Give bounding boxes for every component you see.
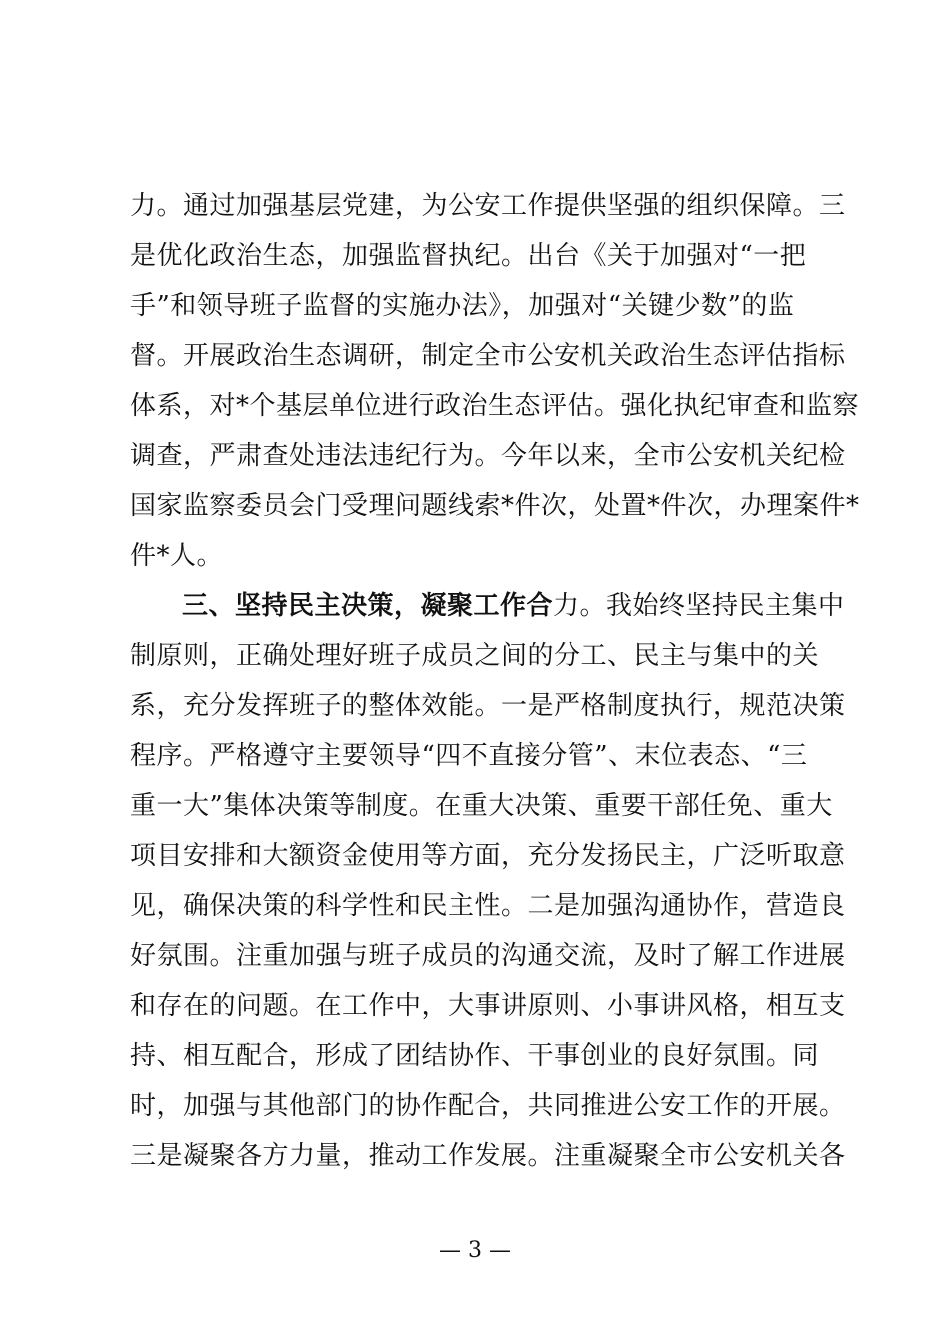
body-text-line: 系，充分发挥班子的整体效能。一是严格制度执行，规范决策	[130, 691, 846, 721]
body-text-line: 督。开展政治生态调研，制定全市公安机关政治生态评估指标	[130, 341, 846, 371]
body-text-line: 重一大”集体决策等制度。在重大决策、重要干部任免、重大	[130, 791, 833, 821]
body-text-line: 见，确保决策的科学性和民主性。二是加强沟通协作，营造良	[130, 891, 846, 921]
body-text-line: 制原则，正确处理好班子成员之间的分工、民主与集中的关	[130, 641, 820, 671]
body-text-line: 件*人。	[130, 541, 224, 571]
body-text-line: 时，加强与其他部门的协作配合，共同推进公安工作的开展。	[130, 1091, 846, 1121]
body-text-line: 项目安排和大额资金使用等方面，充分发扬民主，广泛听取意	[130, 841, 846, 871]
section-heading-line	[182, 586, 845, 626]
page-number: — 3 —	[439, 1238, 511, 1263]
body-text-line: 国家监察委员会门受理问题线索*件次，处置*件次，办理案件*	[130, 491, 860, 521]
section-heading-tail: 力。我始终坚持民主集中	[553, 591, 845, 621]
body-text-line: 力。通过加强基层党建，为公安工作提供坚强的组织保障。三	[130, 191, 846, 221]
body-text-line: 调查，严肃查处违法违纪行为。今年以来，全市公安机关纪检	[130, 441, 846, 471]
body-text-line: 三是凝聚各方力量，推动工作发展。注重凝聚全市公安机关各	[130, 1141, 846, 1171]
body-text-line: 和存在的问题。在工作中，大事讲原则、小事讲风格，相互支	[130, 991, 846, 1021]
section-heading: 三、坚持民主决策，凝聚工作合	[182, 591, 554, 621]
body-text-line: 体系，对*个基层单位进行政治生态评估。强化执纪审查和监察	[130, 391, 860, 421]
body-text-line: 是优化政治生态，加强监督执纪。出台《关于加强对“一把	[130, 241, 807, 271]
body-text-line: 持、相互配合，形成了团结协作、干事创业的良好氛围。同	[130, 1041, 820, 1071]
body-text-line: 好氛围。注重加强与班子成员的沟通交流，及时了解工作进展	[130, 941, 846, 971]
body-text-line: 手”和领导班子监督的实施办法》，加强对“关键少数”的监	[130, 291, 795, 321]
body-text-line: 程序。严格遵守主要领导“四不直接分管”、末位表态、“三	[130, 741, 808, 771]
